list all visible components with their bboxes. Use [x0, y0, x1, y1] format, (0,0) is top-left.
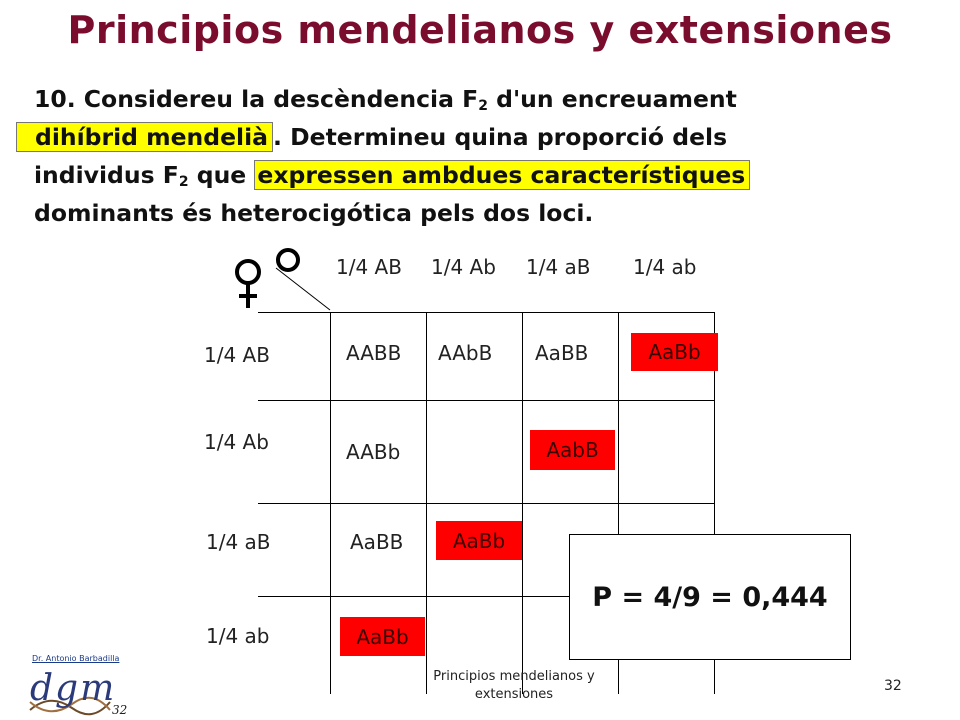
col-header-2: 1/4 Ab — [431, 255, 496, 279]
author-link[interactable]: Dr. Antonio Barbadilla — [32, 654, 120, 663]
col-header-1: 1/4 AB — [336, 255, 402, 279]
slide-title: Principios mendelianos y extensiones — [67, 8, 893, 52]
cell-r1c1: AABB — [346, 341, 402, 365]
row-header-4: 1/4 ab — [206, 624, 270, 648]
grid-hline-2 — [258, 400, 715, 401]
question-text — [34, 80, 914, 232]
footer-title: Principios mendelianos y extensiones — [433, 669, 595, 702]
cell-r1c3: AaBB — [535, 341, 589, 365]
punnett-diagonal — [276, 268, 330, 310]
female-symbol-icon — [237, 261, 259, 308]
dgm-logo: dgm — [30, 668, 117, 709]
question-line-2: dihíbrid mendelià . Determineu quina proporció dels — [34, 118, 914, 156]
grid-hline-3 — [258, 503, 715, 504]
col-header-3: 1/4 aB — [526, 255, 591, 279]
row-header-1: 1/4 AB — [204, 343, 270, 367]
question-line-1: 10. Considereu la descèndencia $F_2$ d'un encreuament — [34, 85, 737, 114]
result-text: P = 4/9 = 0,444 — [592, 581, 828, 613]
punnett-corner-symbols — [226, 246, 336, 312]
question-line-3: individus $F_2$ que expressen ambdues característiques — [34, 156, 914, 194]
logo-number: 32 — [112, 703, 128, 717]
cell-r3c2-highlighted: AaBb — [436, 521, 522, 560]
male-symbol-icon — [278, 250, 298, 270]
cell-r2c1: AABb — [346, 440, 401, 464]
cell-r1c2: AAbB — [438, 341, 493, 365]
cell-r1c4-highlighted: AaBb — [631, 333, 718, 371]
col-header-4: 1/4 ab — [633, 255, 697, 279]
question-line-4: dominants és heterocigótica pels dos loci. — [34, 199, 594, 227]
result-box — [569, 534, 851, 660]
grid-hline-1 — [258, 312, 715, 313]
cell-r2c3-highlighted: AabB — [530, 430, 615, 470]
highlight-dihibrid: dihíbrid mendelià — [16, 122, 273, 152]
cell-r3c1: AaBB — [350, 530, 404, 554]
row-header-3: 1/4 aB — [206, 530, 271, 554]
cell-r4c1-highlighted: AaBb — [340, 617, 425, 656]
row-header-2: 1/4 Ab — [204, 430, 269, 454]
page-number: 32 — [884, 678, 902, 694]
highlight-dominants: expressen ambdues característiques — [254, 160, 750, 190]
